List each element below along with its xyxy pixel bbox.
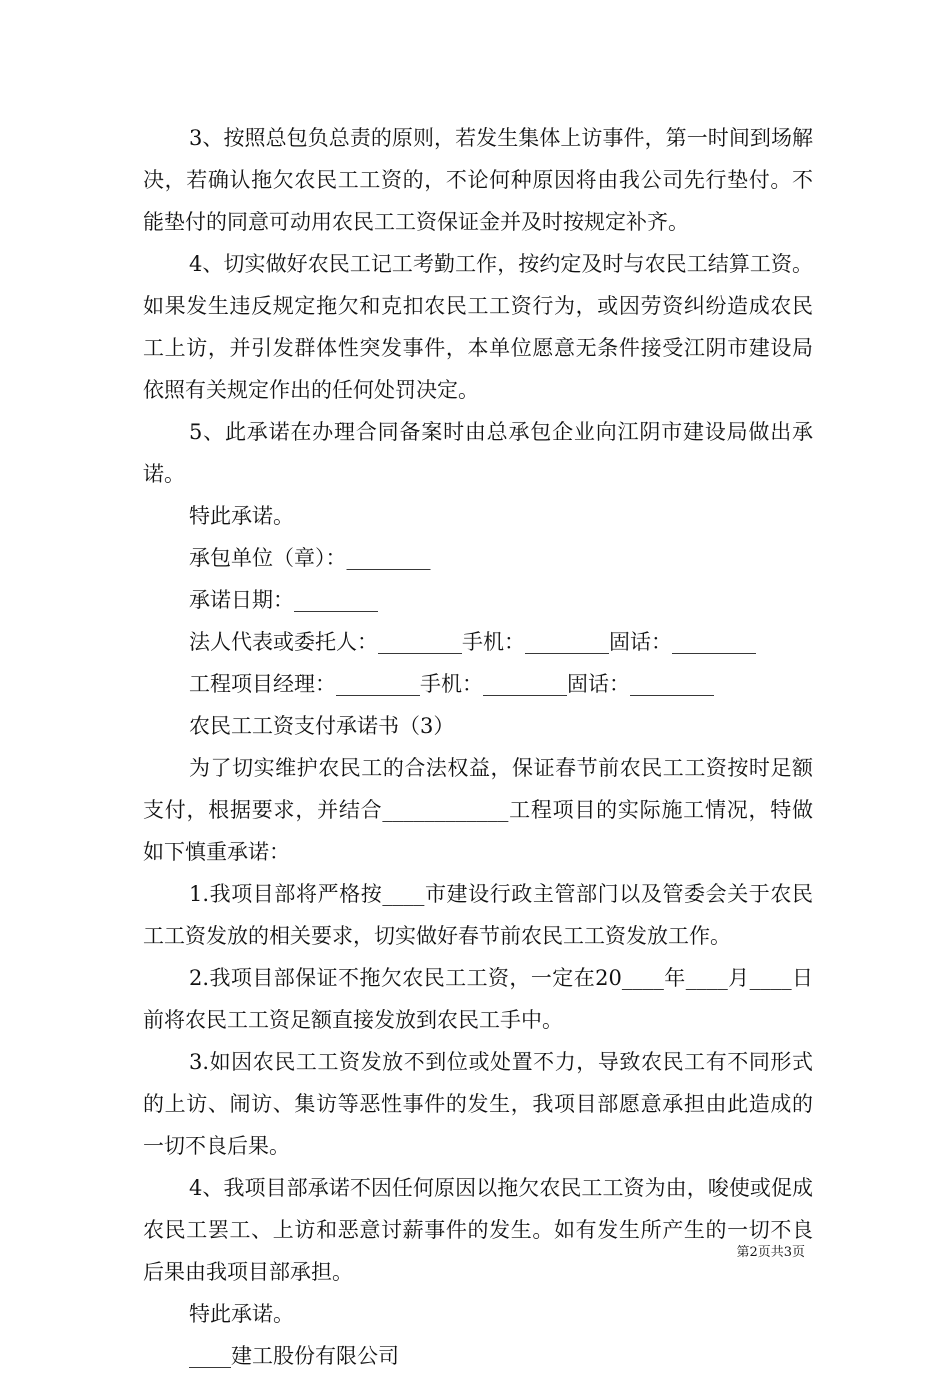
document-body: [143, 117, 813, 1377]
commitment-date-line: 承诺日期：________: [189, 588, 378, 612]
paragraph-4: 4、切实做好农民工记工考勤工作，按约定及时与农民工结算工资。如果发生违反规定拖欠和克扣农民工工资行为，或因劳资纠纷造成农民工上访，并引发群体性突发事件，本单位愿意无条件接受江阴市建设局依照有关规定作出的任何处罚决定。: [143, 252, 813, 402]
project-manager-line: 工程项目经理：________手机：________固话：________: [189, 672, 714, 696]
company-name-line: ____建工股份有限公司: [189, 1344, 399, 1368]
legal-representative-line: 法人代表或委托人：________手机：________固话：________: [189, 630, 756, 654]
special-commitment-1: 特此承诺。: [189, 504, 294, 528]
commitment-item-3: 3.如因农民工工资发放不到位或处置不力，导致农民工有不同形式的上访、闹访、集访等恶性事件的发生，我项目部愿意承担由此造成的一切不良后果。: [143, 1050, 813, 1158]
commitment-item-1: 1.我项目部将严格按____市建设行政主管部门以及管委会关于农民工工资发放的相关要求，切实做好春节前农民工工资发放工作。: [143, 882, 813, 948]
page-number-footer: 第2页共3页: [736, 1245, 805, 1260]
intro-paragraph: 为了切实维护农民工的合法权益，保证春节前农民工工资按时足额支付，根据要求，并结合____________工程项目的实际施工情况，特做如下慎重承诺：: [143, 756, 813, 864]
paragraph-3: 3、按照总包负总责的原则，若发生集体上访事件，第一时间到场解决，若确认拖欠农民工工资的，不论何种原因将由我公司先行垫付。不能垫付的同意可动用农民工工资保证金并及时按规定补齐。: [143, 126, 813, 234]
paragraph-5: 5、此承诺在办理合同备案时由总承包企业向江阴市建设局做出承诺。: [143, 420, 813, 486]
contractor-seal-line: 承包单位（章）：________: [189, 546, 431, 570]
document-title-3: 农民工工资支付承诺书（3）: [189, 714, 455, 738]
commitment-item-2: 2.我项目部保证不拖欠农民工工资，一定在20____年____月____日前将农民工工资足额直接发放到农民工手中。: [143, 966, 813, 1032]
special-commitment-2: 特此承诺。: [189, 1302, 294, 1326]
commitment-item-4: 4、我项目部承诺不因任何原因以拖欠农民工工资为由，唆使或促成农民工罢工、上访和恶意讨薪事件的发生。如有发生所产生的一切不良后果由我项目部承担。: [143, 1176, 813, 1284]
